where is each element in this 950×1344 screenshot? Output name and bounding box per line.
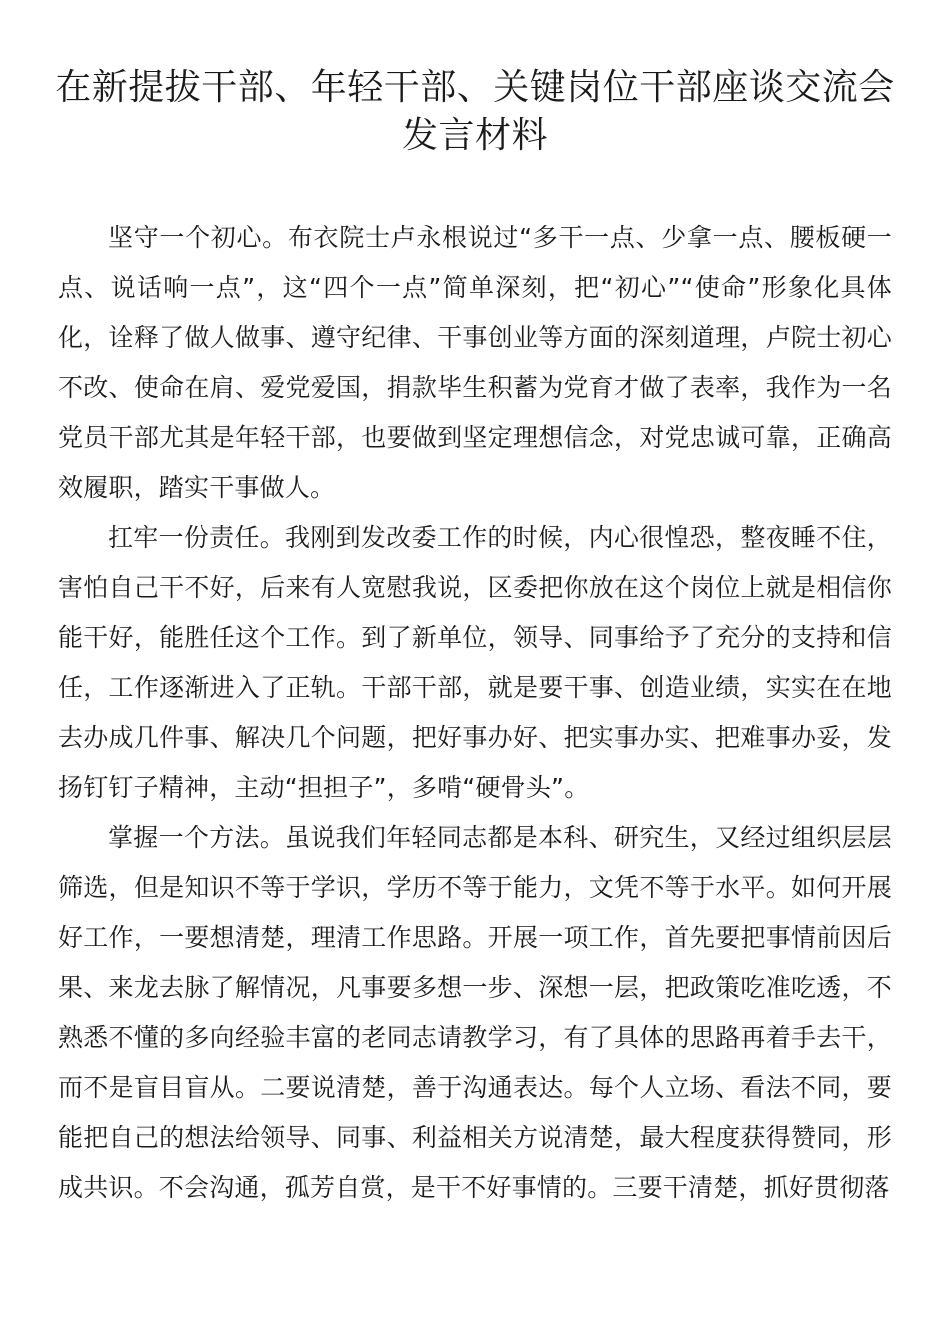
paragraph-three-method: 掌握一个方法。虽说我们年轻同志都是本科、研究生，又经过组织层层筛选，但是知识不等于学识，学历不等于能力，文凭不等于水平。如何开展好工作，一要想清楚，理清工作思路。开展一项工作，首先要把事情前因后果、来龙去脉了解情况，凡事要多想一步、深想一层，把政策吃准吃透，不熟悉不懂的多向经验丰富的老同志请教学习，有了具体的思路再着手去干，而不是盲目盲从。二要说清楚，善于沟通表达。每个人立场、看法不同，要能把自己的想法给领导、同事、利益相关方说清楚，最大程度获得赞同，形成共识。不会沟通，孤芳自赏，是干不好事情的。三要干清楚，抓好贯彻落: [58, 823, 892, 1202]
paragraph-two-responsibility: 扛牢一份责任。我刚到发改委工作的时候，内心很惶恐，整夜睡不住，害怕自己干不好，后来有人宽慰我说，区委把你放在这个岗位上就是相信你能干好，能胜任这个工作。到了新单位，领导、同事给予了充分的支持和信任，工作逐渐进入了正轨。干部干部，就是要干事、创造业绩，实实在在地去办成几件事、解决几个问题，把好事办好、把实事办实、把难事办妥，发扬钉钉子精神，主动“担担子”，多啃“硬骨头”。: [58, 523, 892, 802]
document-body: [58, 213, 892, 1213]
document-title: 在新提拔干部、年轻干部、关键岗位干部座谈交流会发言材料: [55, 67, 895, 156]
paragraph-one-original-aspiration: 坚守一个初心。布衣院士卢永根说过“多干一点、少拿一点、腰板硬一点、说话响一点”，这“四个一点”简单深刻，把“初心”“使命”形象化具体化，诠释了做人做事、遵守纪律、干事创业等方面的深刻道理，卢院士初心不改、使命在肩、爱党爱国，捐款毕生积蓄为党育才做了表率，我作为一名党员干部尤其是年轻干部，也要做到坚定理想信念，对党忠诚可靠，正确高效履职，踏实干事做人。: [58, 223, 892, 502]
